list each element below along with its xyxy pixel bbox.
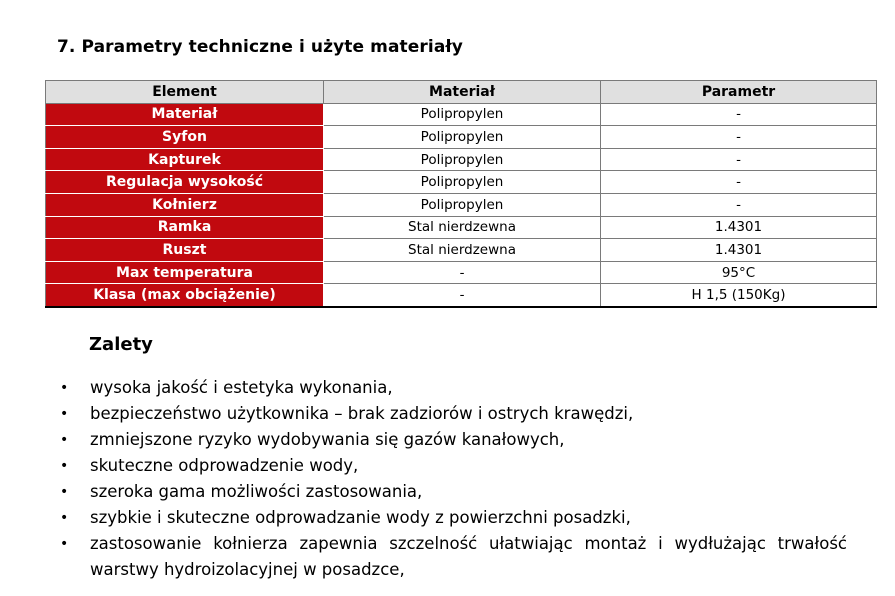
table-row (46, 284, 877, 307)
advantages-list (57, 375, 847, 583)
list-item-text: skuteczne odprowadzenie wody, (90, 456, 359, 475)
row-parameter: - (601, 193, 877, 216)
row-element: Ramka (46, 216, 324, 239)
row-material: Stal nierdzewna (324, 216, 601, 239)
list-item-text: bezpieczeństwo użytkownika – brak zadziorów i ostrych krawędzi, (90, 404, 634, 423)
table-row (46, 261, 877, 284)
section-title: 7. Parametry techniczne i użyte materiały (57, 37, 463, 57)
table-row (46, 148, 877, 171)
table-row (46, 171, 877, 194)
row-material: - (324, 284, 601, 307)
table-row (46, 216, 877, 239)
row-element: Klasa (max obciążenie) (46, 284, 324, 307)
row-element: Regulacja wysokość (46, 171, 324, 194)
table-header-row (46, 81, 877, 104)
row-parameter: 95°C (601, 261, 877, 284)
list-item-text: zmniejszone ryzyko wydobywania się gazów kanałowych, (90, 430, 565, 449)
table-row (46, 126, 877, 149)
row-material: Stal nierdzewna (324, 239, 601, 262)
row-parameter: - (601, 171, 877, 194)
bullet-icon: • (60, 484, 69, 500)
bullet-icon: • (60, 458, 69, 474)
list-item (57, 505, 847, 531)
row-parameter: H 1,5 (150Kg) (601, 284, 877, 307)
row-material: Polipropylen (324, 126, 601, 149)
spec-table (45, 80, 877, 308)
bullet-icon: • (60, 536, 69, 552)
row-element: Max temperatura (46, 261, 324, 284)
row-parameter: 1.4301 (601, 239, 877, 262)
row-material: Polipropylen (324, 171, 601, 194)
row-parameter: - (601, 148, 877, 171)
list-item-text: szeroka gama możliwości zastosowania, (90, 482, 423, 501)
list-item-text: zastosowanie kołnierza zapewnia szczelność ułatwiając montaż i wydłużając trwałość warstwy hydroizolacyjnej w posadzce, (90, 534, 847, 579)
header-material: Materiał (324, 81, 601, 104)
list-item (57, 453, 847, 479)
row-element: Ruszt (46, 239, 324, 262)
row-material: Polipropylen (324, 193, 601, 216)
row-element: Materiał (46, 103, 324, 126)
table-row (46, 239, 877, 262)
row-material: Polipropylen (324, 103, 601, 126)
list-item (57, 375, 847, 401)
row-element: Syfon (46, 126, 324, 149)
advantages-heading: Zalety (89, 334, 153, 355)
bullet-icon: • (60, 510, 69, 526)
list-item (57, 427, 847, 453)
row-element: Kołnierz (46, 193, 324, 216)
row-parameter: - (601, 103, 877, 126)
bullet-icon: • (60, 432, 69, 448)
list-item (57, 479, 847, 505)
row-parameter: - (601, 126, 877, 149)
table-row (46, 193, 877, 216)
list-item-text: szybkie i skuteczne odprowadzanie wody z powierzchni posadzki, (90, 508, 631, 527)
header-element: Element (46, 81, 324, 104)
row-material: Polipropylen (324, 148, 601, 171)
list-item (57, 531, 847, 583)
list-item (57, 401, 847, 427)
table-row (46, 103, 877, 126)
header-parameter: Parametr (601, 81, 877, 104)
row-material: - (324, 261, 601, 284)
bullet-icon: • (60, 406, 69, 422)
list-item-text: wysoka jakość i estetyka wykonania, (90, 378, 393, 397)
row-parameter: 1.4301 (601, 216, 877, 239)
row-element: Kapturek (46, 148, 324, 171)
bullet-icon: • (60, 380, 69, 396)
